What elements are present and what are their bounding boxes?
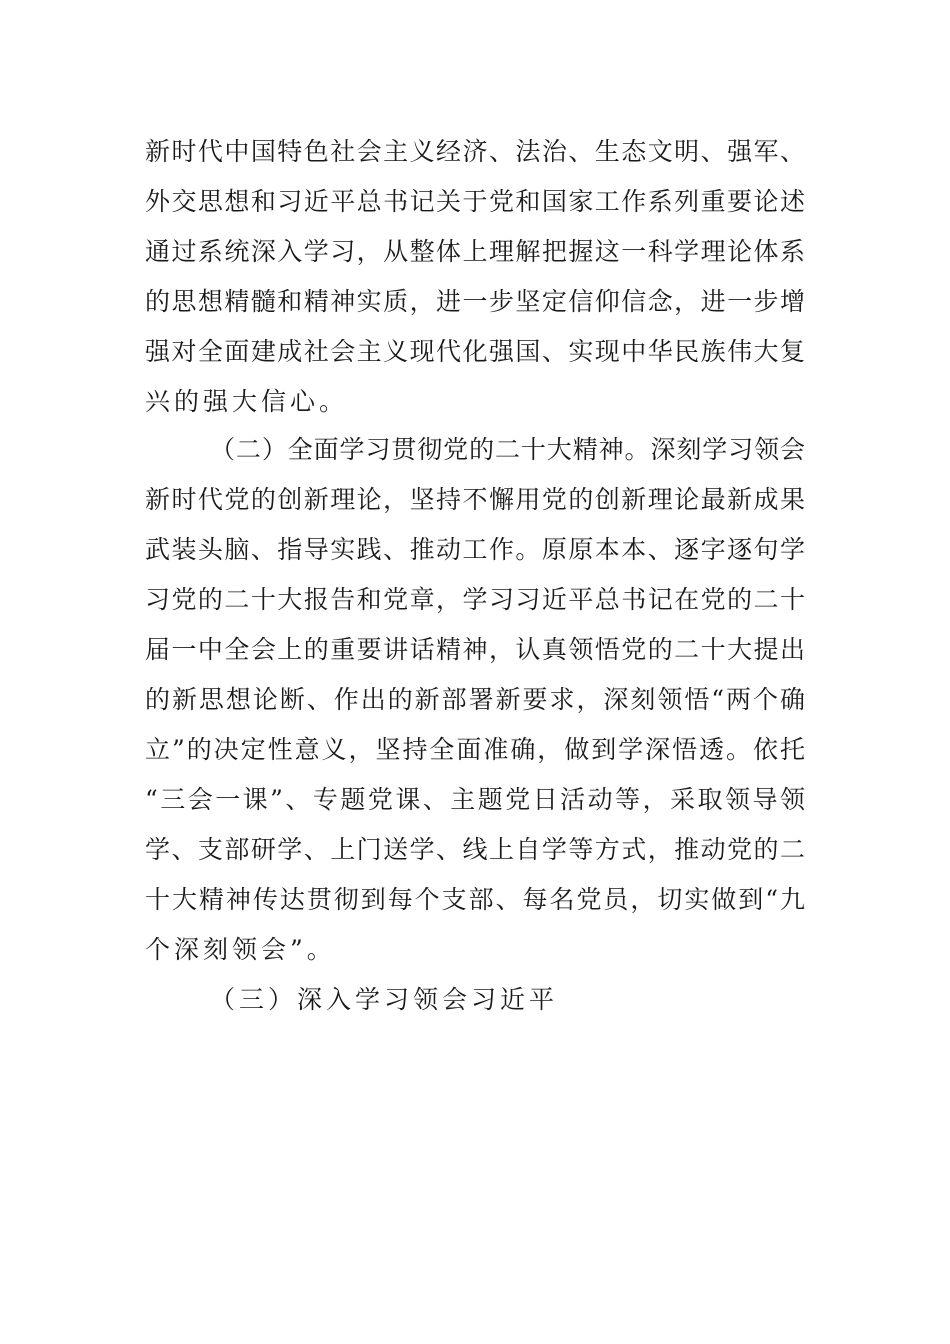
text-line: 兴的强大信心。 — [145, 387, 349, 416]
section-heading-line: （二）全面学习贯彻党的二十大精神。深刻学习领会 — [210, 435, 805, 464]
text-line: 通过系统深入学习，从整体上理解把握这一科学理论体系 — [145, 237, 805, 266]
section-heading-line: （三）深入学习领会习近平 — [210, 985, 559, 1014]
text-line: 强对全面建成社会主义现代化强国、实现中华民族伟大复 — [145, 337, 805, 366]
text-line: 武装头脑、指导实践、推动工作。原原本本、逐字逐句学 — [145, 535, 805, 564]
text-line: 十大精神传达贯彻到每个支部、每名党员，切实做到“九 — [145, 885, 805, 914]
text-line: 的新思想论断、作出的新部署新要求，深刻领悟“两个确 — [145, 685, 805, 714]
text-line: 外交思想和习近平总书记关于党和国家工作系列重要论述 — [145, 187, 805, 216]
text-line: 新时代中国特色社会主义经济、法治、生态文明、强军、 — [145, 137, 805, 166]
text-line: 的思想精髓和精神实质，进一步坚定信仰信念，进一步增 — [145, 287, 805, 316]
text-line: 个深刻领会”。 — [145, 935, 336, 964]
text-line: “三会一课”、专题党课、主题党日活动等，采取领导领 — [145, 785, 805, 814]
text-line: 新时代党的创新理论，坚持不懈用党的创新理论最新成果 — [145, 485, 805, 514]
text-line: 立”的决定性意义，坚持全面准确，做到学深悟透。依托 — [145, 735, 805, 764]
text-line: 习党的二十大报告和党章，学习习近平总书记在党的二十 — [145, 585, 805, 614]
text-line: 届一中全会上的重要讲话精神，认真领悟党的二十大提出 — [145, 635, 805, 664]
text-line: 学、支部研学、上门送学、线上自学等方式，推动党的二 — [145, 835, 805, 864]
